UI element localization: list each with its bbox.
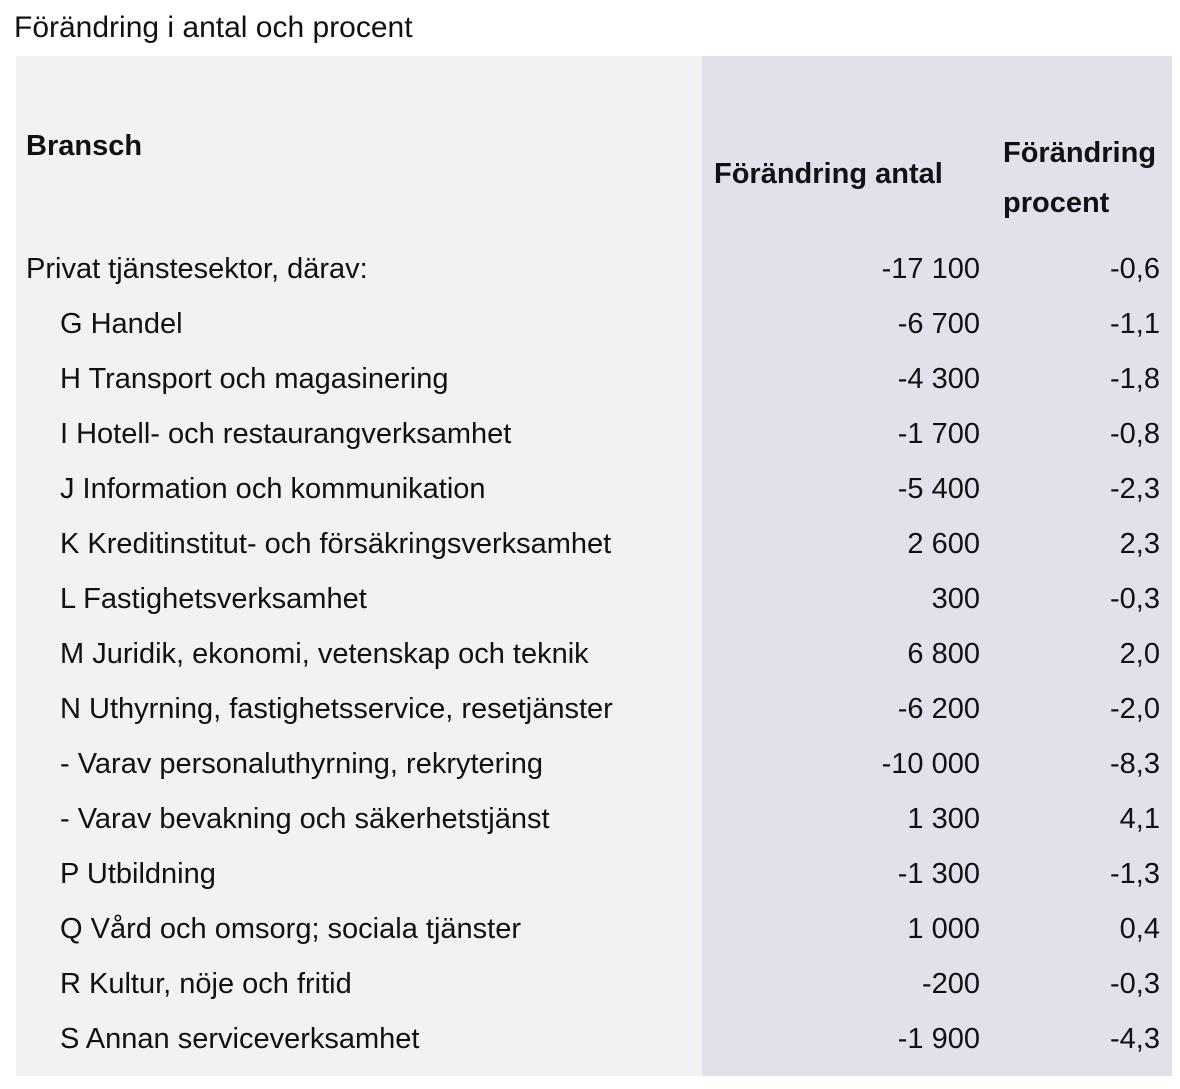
- row-forandring-antal: -200: [921, 968, 980, 1000]
- header-forandring-antal: Förändring antal: [714, 158, 943, 190]
- header-procent-line1: Förändring: [1003, 137, 1157, 169]
- row-label: I Hotell- och restaurangverksamhet: [60, 418, 512, 450]
- row-label: G Handel: [60, 308, 183, 340]
- row-forandring-procent: -1,1: [1110, 308, 1160, 340]
- row-forandring-antal: 1 300: [907, 803, 980, 835]
- row-forandring-antal: -10 000: [881, 748, 980, 780]
- row-forandring-procent: -0,3: [1110, 968, 1160, 1000]
- row-forandring-procent: -0,6: [1110, 253, 1160, 285]
- row-forandring-antal: -1 900: [897, 1023, 980, 1055]
- row-forandring-procent: -0,3: [1110, 583, 1160, 615]
- row-forandring-antal: -1 300: [897, 858, 980, 890]
- row-forandring-procent: -1,8: [1110, 363, 1160, 395]
- row-label: M Juridik, ekonomi, vetenskap och teknik: [60, 638, 589, 670]
- row-forandring-antal: -4 300: [897, 363, 980, 395]
- row-forandring-procent: -1,3: [1110, 858, 1160, 890]
- row-forandring-procent: 0,4: [1119, 913, 1160, 945]
- row-label: Q Vård och omsorg; sociala tjänster: [60, 913, 521, 945]
- row-forandring-procent: -2,3: [1110, 473, 1160, 505]
- row-forandring-procent: 2,3: [1119, 528, 1160, 560]
- row-label: P Utbildning: [60, 858, 216, 890]
- table-caption: Förändring i antal och procent: [14, 11, 413, 44]
- row-label: N Uthyrning, fastighetsservice, resetjänster: [60, 693, 613, 725]
- row-label: - Varav personaluthyrning, rekrytering: [60, 748, 544, 780]
- row-label: R Kultur, nöje och fritid: [60, 968, 352, 1000]
- row-forandring-antal: 2 600: [907, 528, 980, 560]
- row-forandring-procent: -2,0: [1110, 693, 1160, 725]
- row-label: H Transport och magasinering: [60, 363, 449, 395]
- row-label: L Fastighetsverksamhet: [60, 583, 367, 615]
- row-label: Privat tjänstesektor, därav:: [26, 253, 368, 285]
- row-label: S Annan serviceverksamhet: [60, 1023, 420, 1055]
- row-forandring-antal: -17 100: [881, 253, 980, 285]
- header-procent-line2: procent: [1003, 187, 1110, 219]
- row-forandring-antal: -5 400: [897, 473, 980, 505]
- row-forandring-procent: 2,0: [1119, 638, 1160, 670]
- row-label: - Varav bevakning och säkerhetstjänst: [60, 803, 550, 835]
- row-label: J Information och kommunikation: [60, 473, 486, 505]
- row-forandring-antal: 6 800: [907, 638, 980, 670]
- header-forandring-procent: [1003, 128, 1156, 228]
- row-forandring-procent: -0,8: [1110, 418, 1160, 450]
- row-forandring-procent: -8,3: [1110, 748, 1160, 780]
- row-forandring-antal: -6 200: [897, 693, 980, 725]
- row-forandring-antal: -1 700: [897, 418, 980, 450]
- row-forandring-antal: 300: [931, 583, 980, 615]
- row-forandring-procent: 4,1: [1119, 803, 1160, 835]
- header-bransch: Bransch: [26, 130, 143, 162]
- row-forandring-antal: -6 700: [897, 308, 980, 340]
- row-label: K Kreditinstitut- och försäkringsverksamhet: [60, 528, 612, 560]
- row-forandring-procent: -4,3: [1110, 1023, 1160, 1055]
- row-forandring-antal: 1 000: [907, 913, 980, 945]
